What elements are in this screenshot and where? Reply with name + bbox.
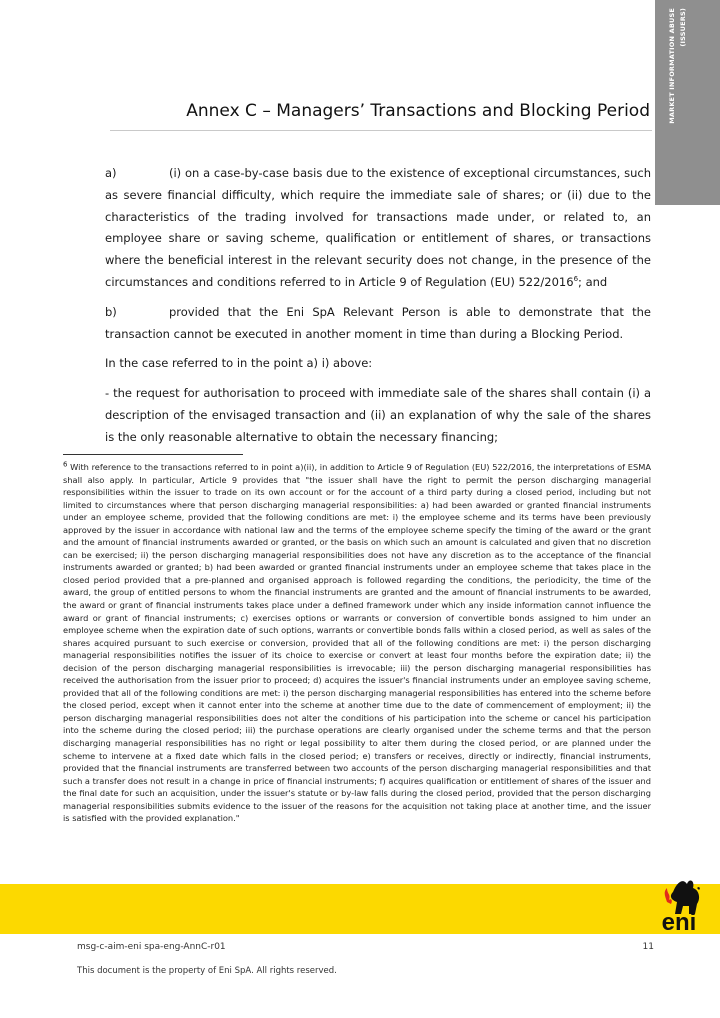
- paragraph-a-tail: ; and: [578, 274, 608, 289]
- footer-band: [0, 884, 720, 934]
- title-divider: [110, 130, 652, 131]
- paragraph-c: In the case referred to in the point a) i) above:: [105, 356, 373, 371]
- page-number: 11: [642, 942, 654, 952]
- footnote: [63, 461, 651, 825]
- paragraph-a-text: (i) on a case-by-case basis due to the existence of exceptional circumstances, such as severe financial difficulty, which require the immediate sale of shares; or (ii) due to the characteristics of the trading involved for transactions made under, or related to, an employee share or saving scheme, qualification or entitlement of shares, or transactions where the beneficial interest in the relevant security does not change, in the presence of the circumstances and conditions referred to in Article 9 of Regulation (EU) 522/2016: [105, 166, 651, 289]
- paragraph-b-text: provided that the Eni SpA Relevant Person is able to demonstrate that the transaction cannot be executed in another moment in time than during a Blocking Period.: [105, 304, 651, 341]
- paragraph-d: - the request for authorisation to proceed with immediate sale of the shares shall contain (i) a description of the envisaged transaction and (ii) an explanation of why the sale of the shares is the only reasonable alternative to obtain the necessary financing;: [105, 386, 651, 444]
- page-title: Annex C – Managers’ Transactions and Blocking Period: [186, 101, 650, 121]
- footnote-text: With reference to the transactions referred to in point a)(ii), in addition to Article 9 of Regulation (EU) 522/2016, the interpretations of ESMA shall also apply. In particular, Article 9 provides that "the issuer shall have the right to permit the person discharging managerial responsibilities within the issuer to trade on its own account or for the account of a third party during a closed period, including but not limited to circumstances where that person discharging managerial responsibilities: a) had been awarded or granted financial instruments under an employee scheme, provided that the following conditions are met: i) the employee scheme and its terms have been previously approved by the issuer in accordance with national law and the terms of the employee scheme specify the timing of the award or the grant and the amount of financial instruments awarded or granted, or the basis on which such an amount is calculated and given that no discretion can be exercised; ii) the person discharging managerial responsibilities does not have any discretion as to the acceptance of the financial instruments awarded or granted; b) had been awarded or granted financial instruments under an employee scheme that takes place in the closed period provided that a pre-planned and organised approach is followed regarding the conditions, the periodicity, the time of the award, the group of entitled persons to whom the financial instruments are granted and the amount of financial instruments to be awarded, the award or grant of financial instruments takes place under a defined framework under which any inside information cannot influence the award or grant of financial instruments; c) exercises options or warrants or conversion of convertible bonds assigned to him under an employee scheme when the expiration date of such options, warrants or convertible bonds falls within a closed period, as well as sales of the shares acquired pursuant to such exercise or conversion, provided that all of the following conditions are met: i) the person discharging managerial responsibilities notifies the issuer of its choice to exercise or convert at least four months before the expiration date; ii) the decision of the person discharging managerial responsibilities is irrevocable; iii) the person discharging managerial responsibilities has received the authorisation from the issuer prior to proceed; d) acquires the issuer's financial instruments under an employee saving scheme, provided that all of the following conditions are met: i) the person discharging managerial responsibilities has entered into the scheme before the closed period, except when it cannot enter into the scheme at another time due to the date of commencement of employment; ii) the person discharging managerial responsibilities does not alter the conditions of his participation into the scheme or cancel his participation into the scheme during the closed period; iii) the purchase operations are clearly organised under the scheme terms and that the person discharging managerial responsibilities has no right or legal possibility to alter them during the closed period, or are planned under the scheme to intervene at a fixed date which falls in the closed period; e) transfers or receives, directly or indirectly, financial instruments, provided that the financial instruments are transferred between two accounts of the person discharging managerial responsibilities and that such a transfer does not result in a change in price of financial instruments; f) acquires qualification or entitlement of shares of the issuer and the final date for such an acquisition, under the issuer's statute or by-law falls during the closed period, provided that the person discharging managerial responsibilities submits evidence to the issuer of the reasons for the acquisition not taking place at another time, and the issuer is satisfied with the provided explanation.": [63, 462, 651, 824]
- side-tab-line2: (ISSUERS): [679, 8, 687, 47]
- body-text: [105, 163, 651, 457]
- footnote-reference[interactable]: 6: [573, 275, 579, 284]
- paragraph-b: [105, 302, 651, 346]
- property-notice: This document is the property of Eni SpA. All rights reserved.: [77, 966, 337, 976]
- document-code: msg-c-aim-eni spa-eng-AnnC-r01: [77, 942, 226, 952]
- paragraph-a-label: a): [105, 166, 117, 180]
- footnote-divider: [63, 454, 243, 455]
- eni-logo: [643, 858, 715, 934]
- paragraph-b-label: b): [105, 304, 117, 319]
- footnote-number: 6: [63, 460, 68, 469]
- logo-wordmark: eni: [661, 909, 697, 934]
- side-tab-label: [667, 8, 689, 178]
- paragraph-a: [105, 163, 651, 294]
- side-tab-line1: MARKET INFORMATION ABUSE: [668, 8, 676, 124]
- flame-icon: [665, 888, 672, 904]
